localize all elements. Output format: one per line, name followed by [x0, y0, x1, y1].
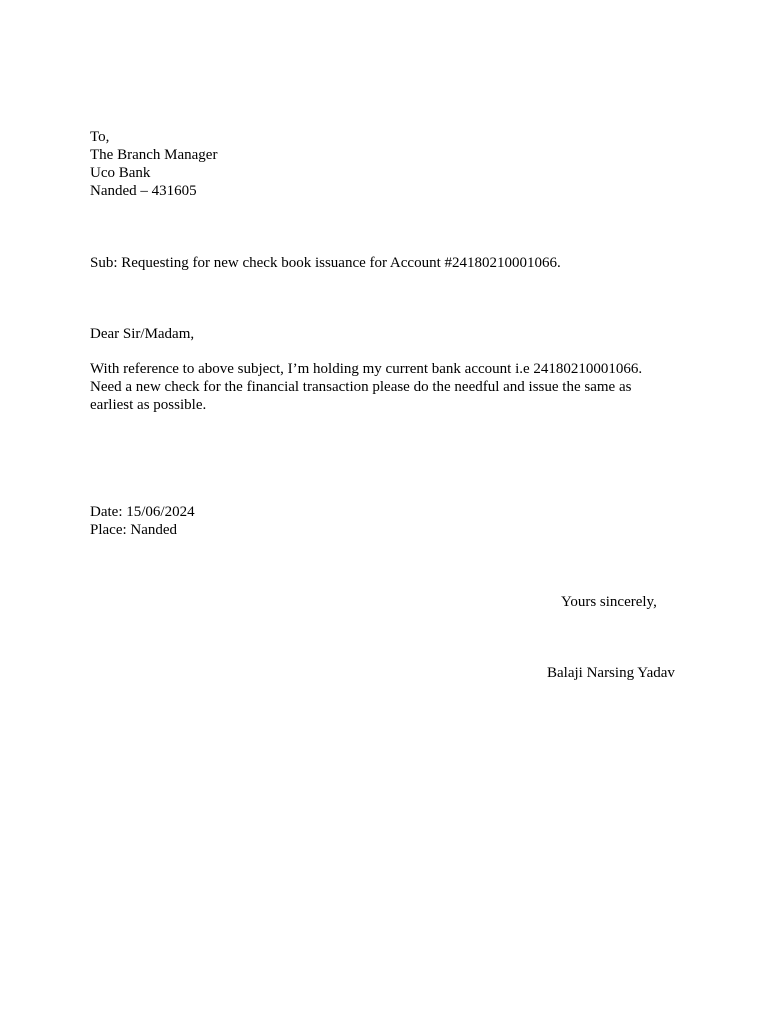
recipient-address: [90, 128, 217, 200]
greeting: Dear Sir/Madam,: [90, 326, 195, 342]
closing: Yours sincerely,: [561, 594, 657, 610]
date: Date: 15/06/2024: [90, 504, 195, 520]
place: Place: Nanded: [90, 522, 178, 538]
body-line-3: earliest as possible.: [90, 397, 207, 413]
signatory-name: Balaji Narsing Yadav: [547, 665, 675, 681]
salutation-to: To,: [90, 129, 110, 145]
recipient-line-1: The Branch Manager: [90, 147, 218, 163]
body-line-2: Need a new check for the financial transaction please do the needful and issue the same as: [90, 379, 632, 395]
recipient-line-3: Nanded – 431605: [90, 183, 197, 199]
subject-line: Sub: Requesting for new check book issuance for Account #24180210001066.: [90, 255, 561, 271]
recipient-line-2: Uco Bank: [90, 165, 151, 181]
body-line-1: With reference to above subject, I’m holding my current bank account i.e 24180210001066.: [90, 361, 643, 377]
date-place: [90, 503, 195, 539]
letter-body: [90, 360, 642, 414]
